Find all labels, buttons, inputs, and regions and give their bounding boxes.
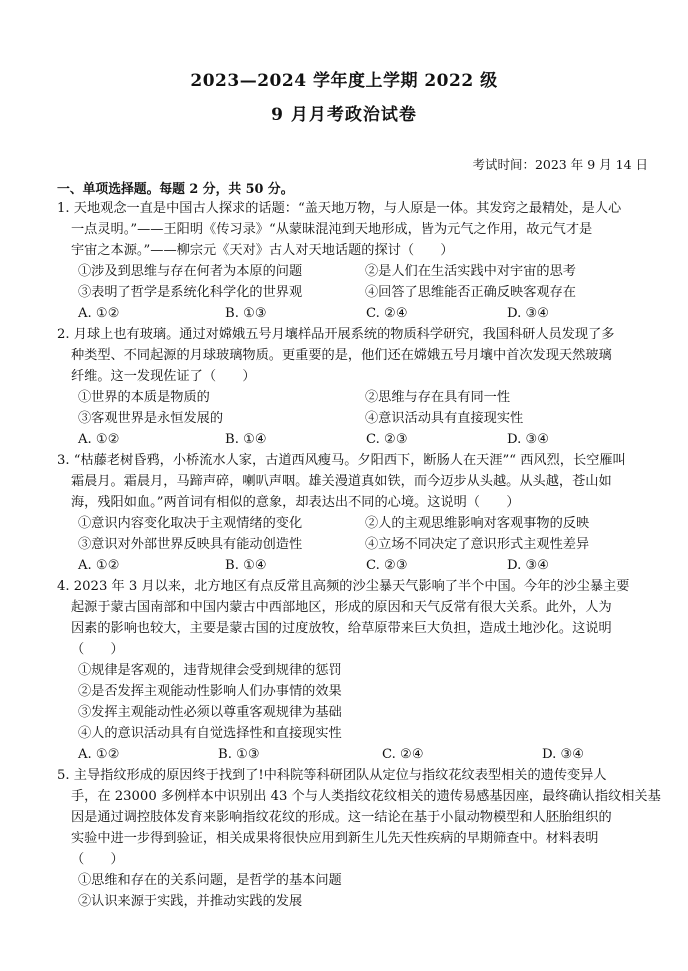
q1-answer-c: C. ②④: [366, 306, 408, 321]
q5-stem-line: 实验中进一步得到验证，相关成果将很快应用到新生儿先天性疾病的早期筛查中。材料表明: [71, 831, 599, 846]
q5-stem-line: 因是通过调控肢体发育来影响指纹花纹的形成。这一结论在基于小鼠动物模型和人胚胎组织的: [71, 810, 612, 825]
q4-answer-a: A. ①②: [78, 747, 120, 762]
q1-answer-b: B. ①③: [225, 306, 267, 321]
q4-stem-line: （ ）: [71, 642, 124, 657]
q1-option: ③表明了哲学是系统化科学化的世界观: [78, 285, 303, 300]
q2-option: ④意识活动具有直接现实性: [365, 411, 524, 426]
q3-answer-d: D. ③④: [507, 558, 550, 573]
q1-answer-a: A. ①②: [78, 306, 120, 321]
q4-option: ②是否发挥主观能动性影响人们办事情的效果: [78, 684, 342, 699]
q2-answer-d: D. ③④: [507, 432, 550, 447]
exam-subtitle: 9 月月考政治试卷: [271, 105, 417, 125]
q3-stem-line: 海，残阳如血。”两首词有相似的意象，却表达出不同的心境。这说明（ ）: [71, 495, 520, 510]
q2-answer-b: B. ①④: [225, 432, 267, 447]
q1-stem-line: 一点灵明。”——王阳明《传习录》“从蒙昧混沌到天地形成，皆为元气之作用，故元气才是: [71, 222, 593, 237]
q4-answer-b: B. ①③: [218, 747, 260, 762]
q4-option: ③发挥主观能动性必须以尊重客观规律为基础: [78, 705, 342, 720]
q3-stem-line: 霜晨月。霜晨月，马蹄声碎，喇叭声咽。雄关漫道真如铁，而今迈步从头越。从头越，苍山如: [71, 474, 612, 489]
exam-time: 考试时间：2023 年 9 月 14 日: [472, 157, 648, 172]
q5-stem-line: 5. 主导指纹形成的原因终于找到了!中科院等科研团队从定位与指纹花纹表型相关的遗传变异人: [57, 768, 607, 783]
q4-stem-line: 4. 2023 年 3 月以来，北方地区有点反常且高频的沙尘暴天气影响了半个中国。今年的沙尘暴主要: [57, 579, 630, 594]
q3-stem-line: 3. “枯藤老树昏鸦，小桥流水人家，古道西风瘦马。夕阳西下，断肠人在天涯”“ 西风烈，长空雁叫: [57, 453, 626, 468]
q3-option: ①意识内容变化取决于主观情绪的变化: [78, 516, 303, 531]
q1-stem-line: 1. 天地观念一直是中国古人探求的话题：“盖天地万物，与人原是一体。其发窍之最精处，是人心: [57, 201, 622, 216]
exam-title: 2023—2024 学年度上学期 2022 级: [190, 71, 498, 91]
q2-option: ①世界的本质是物质的: [78, 390, 210, 405]
q5-option: ②认识来源于实践，并推动实践的发展: [78, 894, 303, 909]
q3-answer-c: C. ②③: [366, 558, 408, 573]
q3-option: ③意识对外部世界反映具有能动创造性: [78, 537, 303, 552]
q4-option: ④人的意识活动具有自觉选择性和直接现实性: [78, 726, 342, 741]
q2-stem-line: 种类型、不同起源的月球玻璃物质。更重要的是，他们还在嫦娥五号月壤中首次发现天然玻璃: [71, 348, 612, 363]
q4-answer-d: D. ③④: [542, 747, 585, 762]
q3-answer-b: B. ①④: [225, 558, 267, 573]
q4-answer-c: C. ②④: [382, 747, 424, 762]
q4-stem-line: 因素的影响也较大，主要是蒙古国的过度放牧，给草原带来巨大负担，造成土地沙化。这说明: [71, 621, 612, 636]
q2-option: ②思维与存在具有同一性: [365, 390, 511, 405]
q3-answer-a: A. ①②: [78, 558, 120, 573]
q5-option: ①思维和存在的关系问题，是哲学的基本问题: [78, 873, 342, 888]
q2-answer-c: C. ②③: [366, 432, 408, 447]
q1-stem-line: 宇宙之本源。”——柳宗元《天对》古人对天地话题的探讨（ ）: [71, 243, 454, 258]
q1-option: ②是人们在生活实践中对宇宙的思考: [365, 264, 576, 279]
q1-answer-d: D. ③④: [507, 306, 550, 321]
q2-option: ③客观世界是永恒发展的: [78, 411, 224, 426]
q5-stem-line: （ ）: [71, 852, 124, 867]
q2-answer-a: A. ①②: [78, 432, 120, 447]
q1-option: ①涉及到思维与存在何者为本原的问题: [78, 264, 303, 279]
q3-option: ④立场不同决定了意识形式主观性差异: [365, 537, 590, 552]
q1-option: ④回答了思维能否正确反映客观存在: [365, 285, 576, 300]
q2-stem-line: 纤维。这一发现佐证了（ ）: [71, 369, 256, 384]
section-title: 一、单项选择题。每题 2 分，共 50 分。: [57, 182, 294, 197]
q2-stem-line: 2. 月球上也有玻璃。通过对嫦娥五号月壤样品开展系统的物质科学研究，我国科研人员发现了多: [57, 327, 615, 342]
q4-option: ①规律是客观的，违背规律会受到规律的惩罚: [78, 663, 342, 678]
q4-stem-line: 起源于蒙古国南部和中国内蒙古中西部地区，形成的原因和天气反常有很大关系。此外，人为: [71, 600, 612, 615]
q5-stem-line: 手，在 23000 多例样本中识别出 43 个与人类指纹花纹相关的遗传易感基因座，最终确认指纹相关基: [71, 789, 661, 804]
q3-option: ②人的主观思维影响对客观事物的反映: [365, 516, 590, 531]
